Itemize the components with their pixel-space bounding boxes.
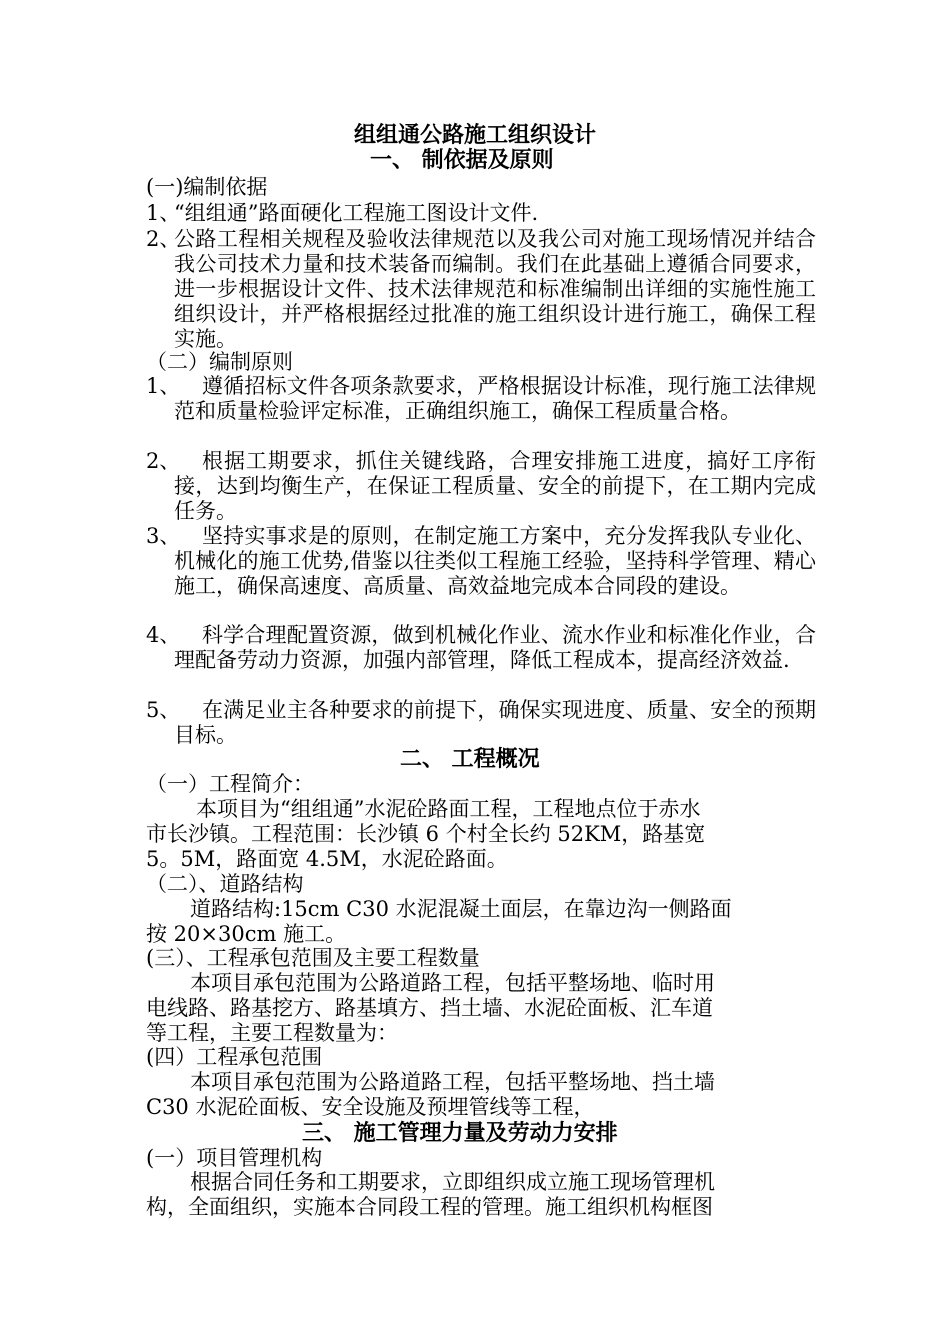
paragraph-line: 按 20×30cm 施工。	[146, 922, 347, 946]
paragraph-line: 等工程，主要工程数量为：	[146, 1021, 398, 1045]
paragraph-line: 本项目为“组组通”水泥砼路面工程，工程地点位于赤水	[196, 797, 701, 821]
paragraph-line: 道路结构:15cm C30 水泥混凝土面层，在靠边沟一侧路面	[190, 897, 732, 921]
subheading-principles: （二）编制原则	[146, 350, 293, 374]
paragraph-line: 本项目承包范围为公路道路工程，包括平整场地、挡土墙	[190, 1070, 715, 1094]
subheading-overview: （一）工程简介：	[146, 772, 314, 796]
list-item: 1、 遵循招标文件各项条款要求，严格根据设计标准，现行施工法律规范和质量检验评定标准，正确组织施工，确保工程质量合格。	[146, 374, 816, 423]
list-item: 3、 坚持实事求是的原则，在制定施工方案中，充分发挥我队专业化、机械化的施工优势,借鉴以往类似工程施工经验，坚持科学管理、精心施工，确保高速度、高质量、高效益地完成本合同段的建设。	[146, 524, 816, 598]
list-item: 5、 在满足业主各种要求的前提下，确保实现进度、质量、安全的预期目标。	[146, 698, 816, 747]
document-title: 组组通公路施工组织设计	[353, 122, 596, 148]
paragraph-line: C30 水泥砼面板、安全设施及预埋管线等工程，	[146, 1095, 595, 1119]
section-heading-2: 二、 工程概况	[400, 746, 540, 772]
subheading-scope: (三）、工程承包范围及主要工程数量	[146, 946, 480, 970]
paragraph-line: 构，全面组织，实施本合同段工程的管理。施工组织机构框图	[146, 1195, 713, 1219]
subheading-contract-scope: (四）工程承包范围	[146, 1045, 323, 1069]
section-heading-3: 三、 施工管理力量及劳动力安排	[302, 1120, 618, 1146]
list-item: 2、 根据工期要求，抓住关键线路，合理安排施工进度，搞好工序衔接，达到均衡生产，在保证工程质量、安全的前提下，在工期内完成任务。	[146, 449, 816, 523]
subheading-management: (一）项目管理机构	[146, 1146, 323, 1170]
subheading-structure: （二）、道路结构	[146, 872, 304, 896]
list-item: 4、 科学合理配置资源，做到机械化作业、流水作业和标准化作业，合理配备劳动力资源，加强内部管理，降低工程成本，提高经济效益.	[146, 623, 816, 672]
paragraph-line: 5。5M，路面宽 4.5M，水泥砼路面。	[146, 847, 508, 871]
paragraph-line: 本项目承包范围为公路道路工程，包括平整场地、临时用	[190, 971, 715, 995]
paragraph-line: 电线路、路基挖方、路基填方、挡土墙、水泥砼面板、汇车道	[146, 996, 713, 1020]
subheading-basis: (一)编制依据	[146, 175, 268, 199]
paragraph-line: 根据合同任务和工期要求，立即组织成立施工现场管理机	[190, 1170, 715, 1194]
list-item: 1、 “组组通”路面硬化工程施工图设计文件.	[146, 201, 539, 225]
list-item: 2、 公路工程相关规程及验收法律规范以及我公司对施工现场情况并结合我公司技术力量和技术装备而编制。我们在此基础上遵循合同要求，进一步根据设计文件、技术法律规范和标准编制出详细的实施性施工组织设计，并严格根据经过批准的施工组织设计进行施工，确保工程实施。	[146, 227, 816, 351]
section-heading-1: 一、 制依据及原则	[370, 147, 554, 173]
paragraph-line: 市长沙镇。工程范围：长沙镇 6 个村全长约 52KM，路基宽	[146, 822, 706, 846]
